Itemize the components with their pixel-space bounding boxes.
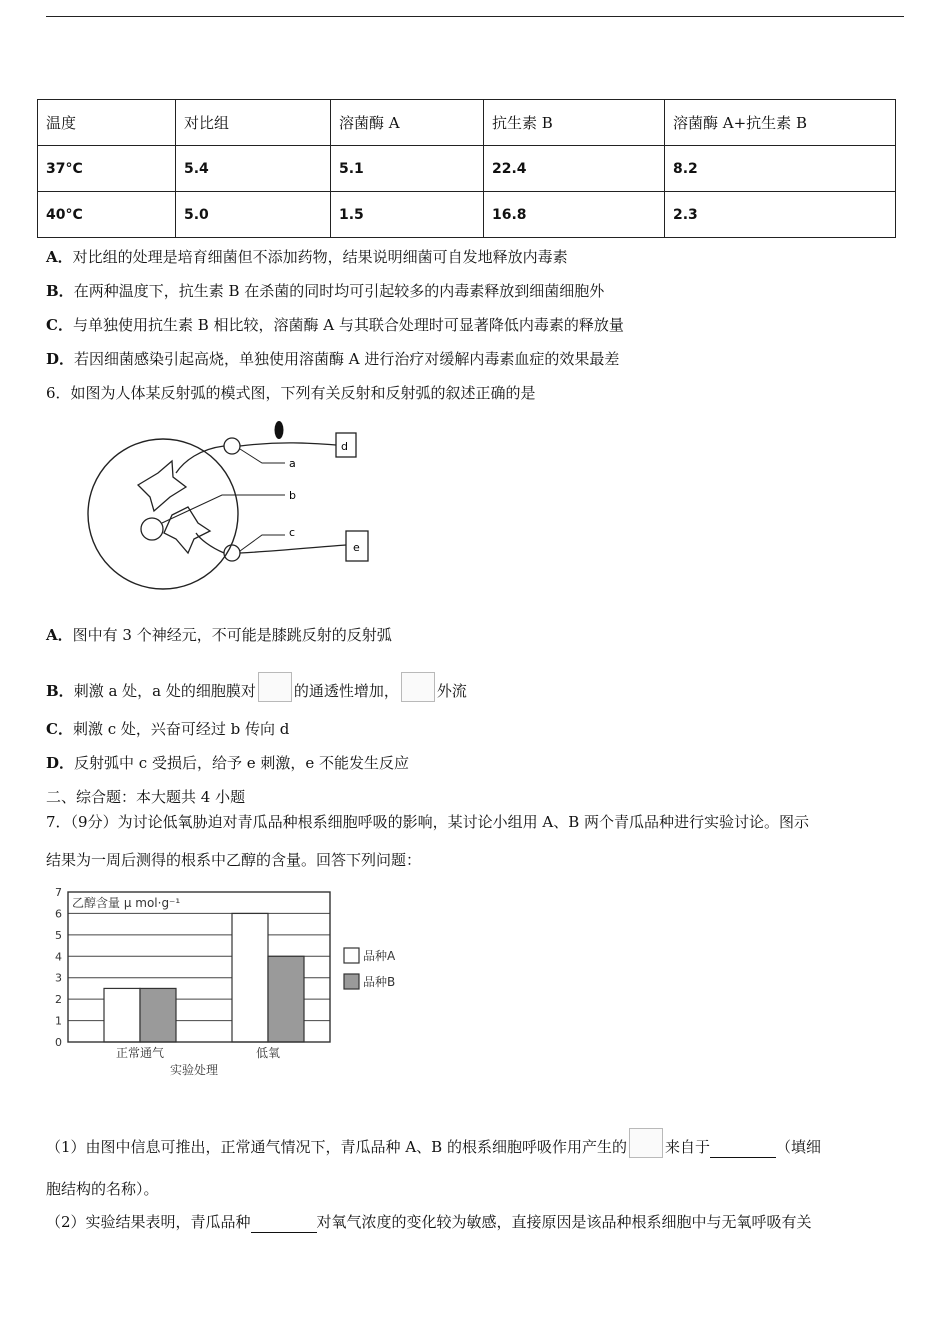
table-header-cell: 对比组: [176, 100, 331, 146]
q7-sub1-text: 来自于: [664, 1138, 710, 1156]
answer-blank[interactable]: [710, 1137, 776, 1158]
q5-option-a: [46, 247, 568, 267]
option-letter: B．: [46, 682, 74, 700]
q7-stem-line2: 结果为一周后测得的根系中乙醇的含量。回答下列问题：: [46, 851, 422, 869]
x-axis-label: 实验处理: [170, 1063, 219, 1077]
missing-image-icon: [629, 1128, 663, 1158]
option-letter: D．: [46, 350, 75, 368]
missing-image-icon: [401, 672, 435, 702]
x-category-label: 正常通气: [115, 1046, 165, 1060]
q7-sub1-line2: 胞结构的名称）。: [46, 1180, 159, 1198]
legend-swatch: [344, 948, 359, 963]
option-text: 刺激 c 处，兴奋可经过 b 传向 d: [72, 720, 290, 738]
table-cell: 16.8: [484, 192, 665, 238]
q5-option-c: [46, 315, 624, 335]
option-text: 的通透性增加，: [293, 682, 399, 700]
table-header-cell: 抗生素 B: [484, 100, 665, 146]
table-header-cell: 溶菌酶 A: [331, 100, 484, 146]
q7-sub2-text: （2）实验结果表明，青瓜品种: [46, 1213, 251, 1231]
q6-option-a: [46, 625, 392, 645]
chart-title: 乙醇含量 μ mol·g⁻¹: [72, 896, 181, 910]
q7-sub1: [46, 1128, 821, 1158]
option-letter: C．: [46, 720, 73, 738]
interneuron-fiber: [162, 495, 285, 523]
q6-option-c: [46, 719, 289, 739]
table-row: [38, 146, 896, 192]
table-header-cell: 溶菌酶 A+抗生素 B: [665, 100, 896, 146]
y-tick-label: 7: [55, 886, 62, 899]
leader-c: [240, 535, 285, 551]
efferent-fiber: [240, 545, 346, 553]
table-cell: 5.0: [176, 192, 331, 238]
option-text: 反射弧中 c 受损后，给予 e 刺激，e 不能发生反应: [74, 754, 410, 772]
afferent-fiber: [240, 443, 336, 446]
diagram-label-a: a: [289, 457, 296, 470]
legend-label: 品种A: [363, 949, 396, 963]
q6-option-b: [46, 672, 467, 702]
missing-image-icon: [258, 672, 292, 702]
table-header-cell: 温度: [38, 100, 176, 146]
x-category-label: 低氧: [255, 1046, 281, 1060]
table-cell: 37°C: [38, 146, 176, 192]
q7-sub1-text: （填细: [775, 1138, 821, 1156]
table-cell: 8.2: [665, 146, 896, 192]
reflex-arc-diagram: [80, 415, 380, 595]
option-letter: D．: [46, 754, 75, 772]
option-letter: A．: [46, 626, 73, 644]
option-letter: A．: [46, 248, 73, 266]
leader-a: [240, 449, 285, 463]
option-text: 对比组的处理是培育细菌但不添加药物，结果说明细菌可自发地释放内毒素: [72, 248, 568, 266]
legend-swatch: [344, 974, 359, 989]
bar: [140, 988, 176, 1042]
top-rule: [46, 16, 904, 17]
q5-option-d: [46, 349, 619, 369]
results-table: [37, 99, 896, 238]
option-text: 在两种温度下，抗生素 B 在杀菌的同时均可引起较多的内毒素释放到细菌细胞外: [73, 282, 605, 300]
answer-blank[interactable]: [251, 1212, 317, 1233]
option-letter: C．: [46, 316, 73, 334]
table-header-row: [38, 100, 896, 146]
y-tick-label: 5: [55, 928, 62, 942]
q6-stem: 6．如图为人体某反射弧的模式图，下列有关反射和反射弧的叙述正确的是: [46, 384, 536, 402]
y-tick-label: 1: [55, 1014, 62, 1028]
bar: [104, 988, 140, 1042]
lower-neuron-body: [164, 507, 210, 553]
diagram-label-b: b: [289, 489, 296, 502]
y-tick-label: 2: [55, 993, 62, 1007]
diagram-label-c: c: [289, 526, 296, 539]
q6-option-d: [46, 753, 409, 773]
option-letter: B．: [46, 282, 74, 300]
spinal-cord-circle: [88, 439, 238, 589]
y-tick-label: 4: [55, 950, 62, 964]
section-title: 二、综合题：本大题共 4 小题: [46, 788, 246, 806]
option-text: 刺激 a 处，a 处的细胞膜对: [73, 682, 256, 700]
stimulus-electrode: [275, 421, 284, 439]
legend-label: 品种B: [363, 975, 396, 989]
y-tick-label: 6: [55, 907, 62, 921]
diagram-label-e: e: [353, 541, 360, 554]
option-text: 与单独使用抗生素 B 相比较，溶菌酶 A 与其联合处理时可显著降低内毒素的释放量: [72, 316, 624, 334]
q5-option-b: [46, 281, 604, 301]
table-cell: 40°C: [38, 192, 176, 238]
ethanol-bar-chart: [40, 880, 420, 1080]
q7-stem-line1: 7．（9分）为讨论低氧胁迫对青瓜品种根系细胞呼吸的影响，某讨论小组用 A、B 两个青瓜品种进行实验讨论。图示: [46, 813, 809, 831]
q7-sub1-text: （1）由图中信息可推出，正常通气情况下，青瓜品种 A、B 的根系细胞呼吸作用产生的: [46, 1138, 627, 1156]
y-tick-label: 0: [55, 1036, 62, 1049]
option-text: 若因细菌感染引起高烧，单独使用溶菌酶 A 进行治疗对缓解内毒素血症的效果最差: [74, 350, 620, 368]
interneuron-circle: [141, 518, 163, 540]
y-tick-label: 3: [55, 971, 62, 985]
table-cell: 5.4: [176, 146, 331, 192]
upper-connector: [176, 446, 224, 473]
bar: [232, 913, 268, 1042]
option-text: 外流: [436, 682, 467, 700]
q7-sub2: [46, 1212, 812, 1233]
table-cell: 1.5: [331, 192, 484, 238]
table-row: [38, 192, 896, 238]
diagram-label-d: d: [341, 440, 348, 453]
table-cell: 22.4: [484, 146, 665, 192]
option-text: 图中有 3 个神经元，不可能是膝跳反射的反射弧: [72, 626, 392, 644]
table-cell: 5.1: [331, 146, 484, 192]
table-cell: 2.3: [665, 192, 896, 238]
q7-sub2-text: 对氧气浓度的变化较为敏感，直接原因是该品种根系细胞中与无氧呼吸有关: [316, 1213, 812, 1231]
bar: [268, 956, 304, 1042]
ganglion-circle-upper: [224, 438, 240, 454]
